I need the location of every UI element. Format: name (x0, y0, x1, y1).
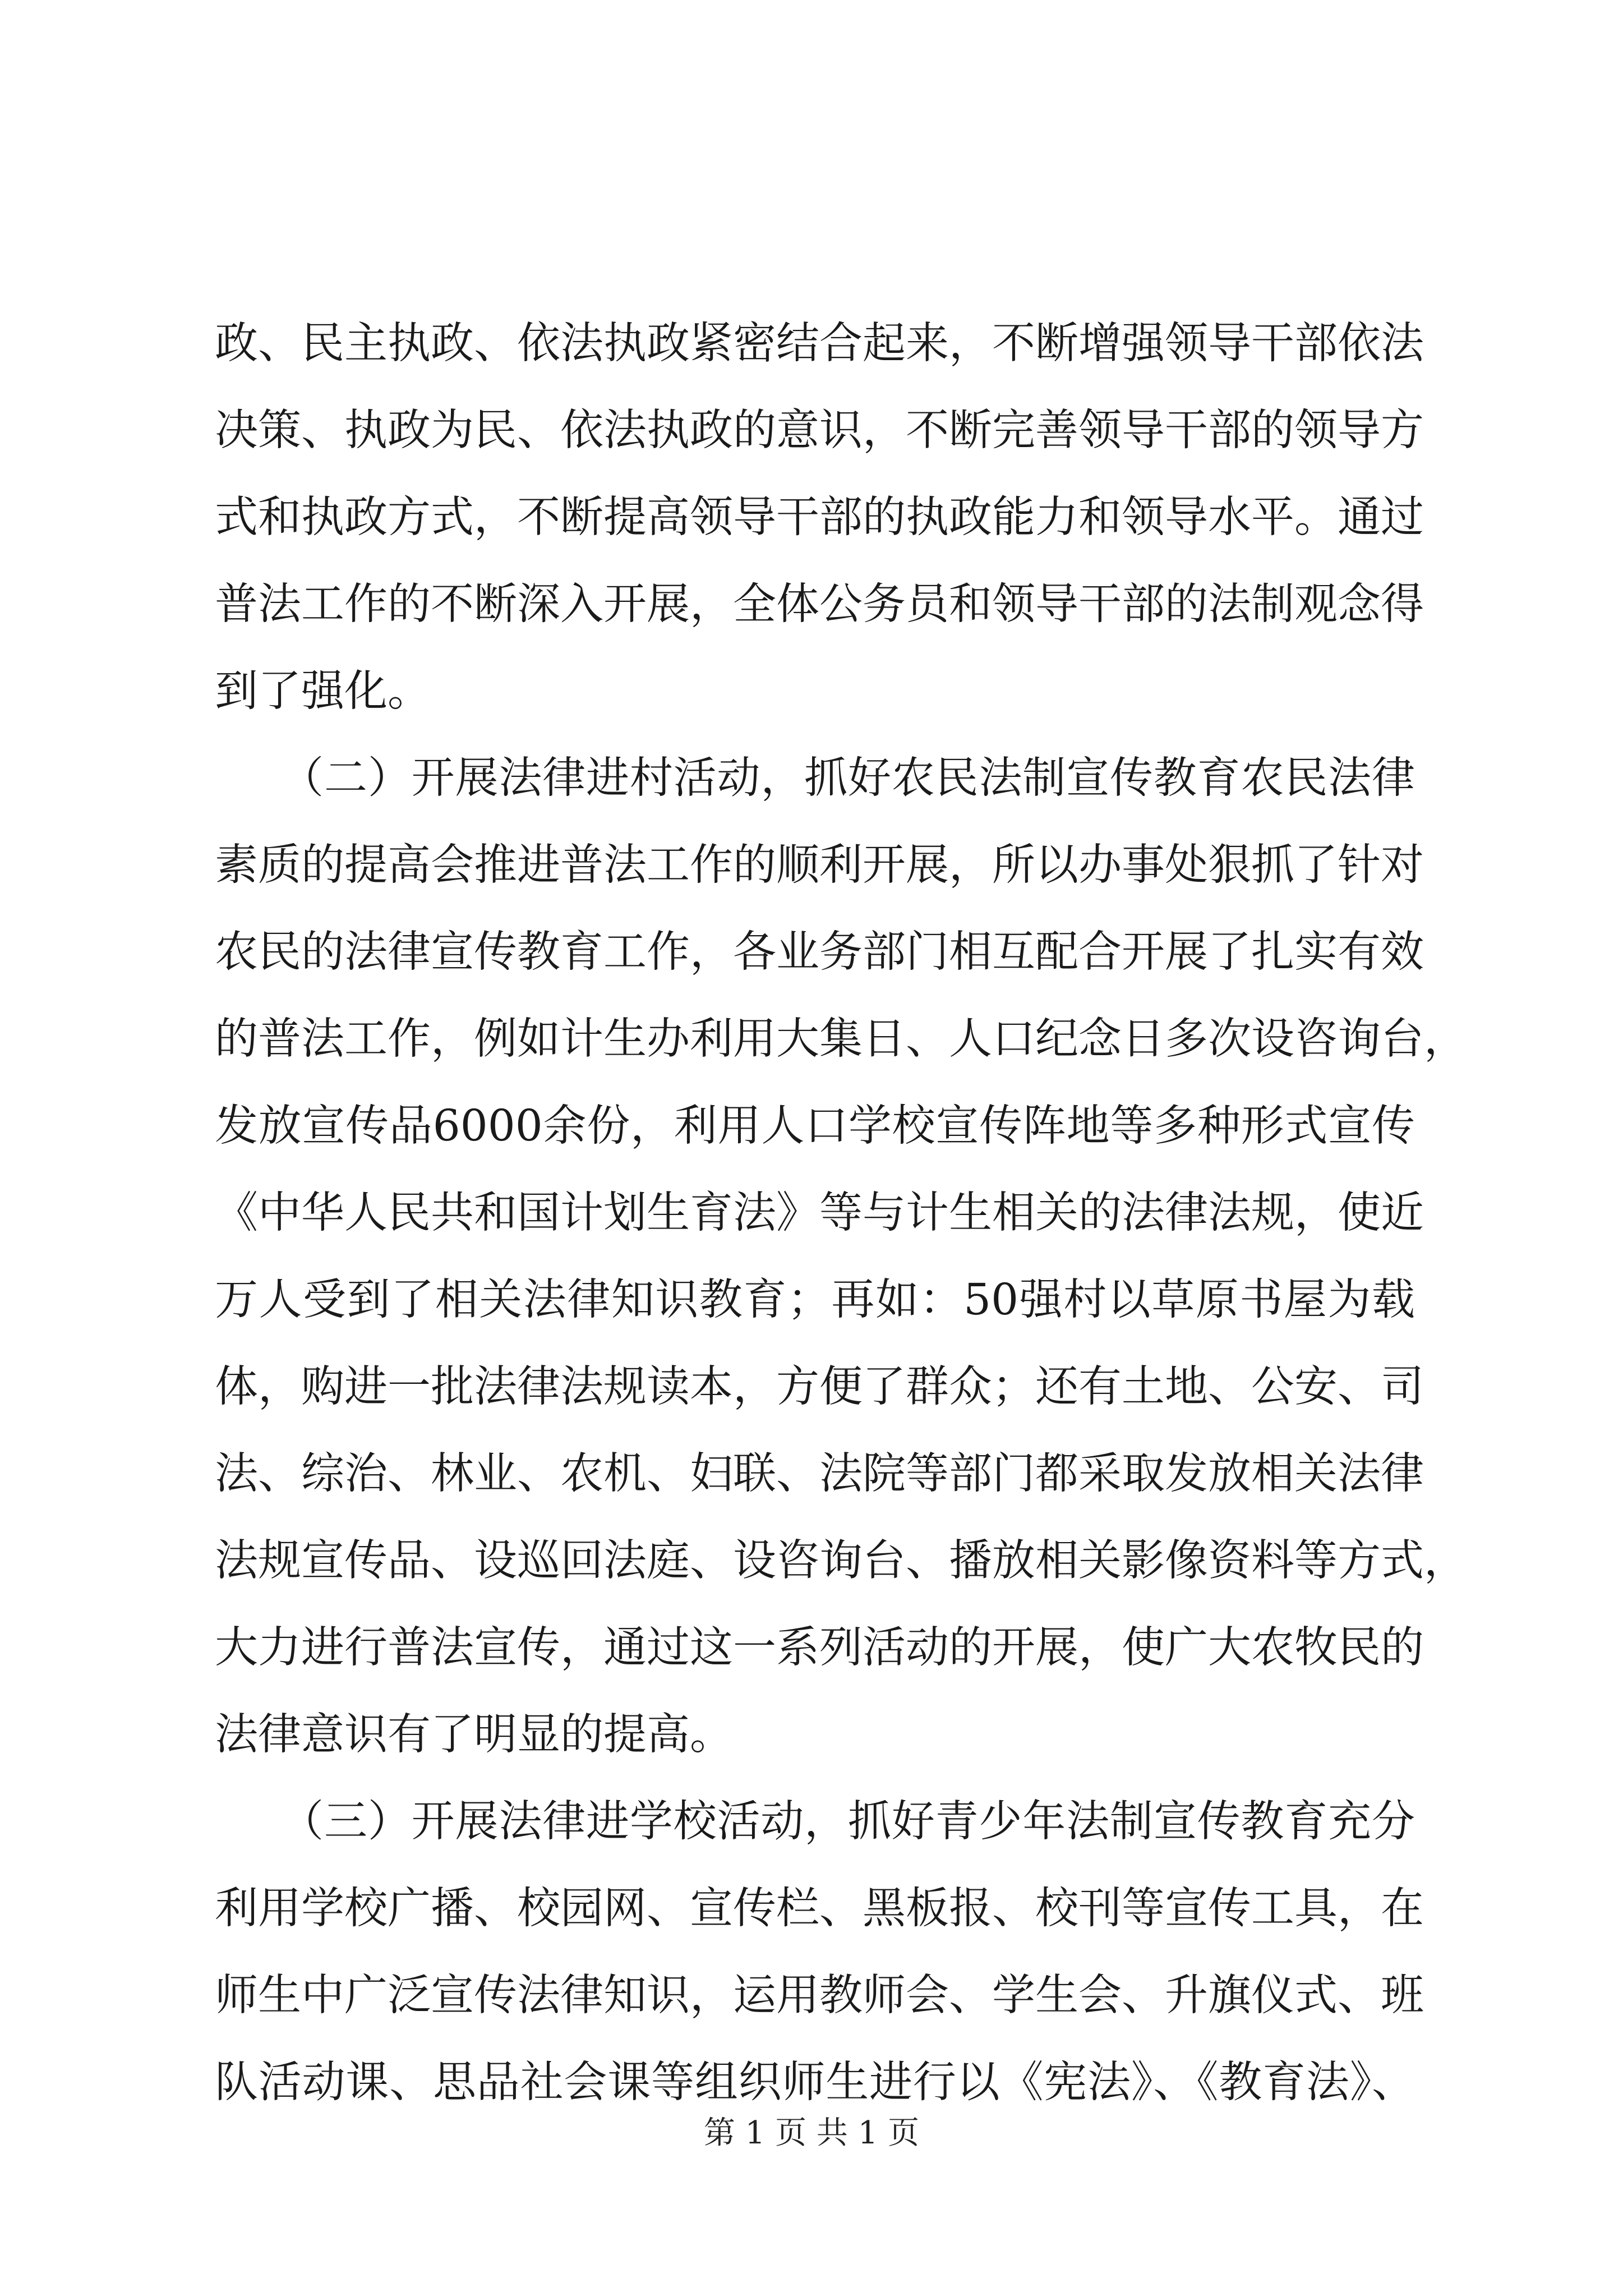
document-body (215, 300, 1467, 2126)
text-line: 万人受到了相关法律知识教育；再如：50强村以草原书屋为载 (215, 1275, 1415, 1325)
text-line: 利用学校广播、校园网、宣传栏、黑板报、校刊等宣传工具，在 (215, 1884, 1424, 1934)
section-heading-line: （三）开展法律进学校活动，抓好青少年法制宣传教育充分 (215, 1797, 1415, 1847)
text-line: 普法工作的不断深入开展，全体公务员和领导干部的法制观念得 (215, 579, 1424, 629)
text-line: 发放宣传品6000余份，利用人口学校宣传阵地等多种形式宣传 (215, 1101, 1415, 1151)
text-line: 队活动课、思品社会课等组织师生进行以《宪法》、《教育法》、 (215, 2058, 1415, 2108)
text-line: 农民的法律宣传教育工作，各业务部门相互配合开展了扎实有效 (215, 927, 1424, 977)
paragraph-end-line: 法律意识有了明显的提高。 (215, 1710, 733, 1760)
text-line: 法、综治、林业、农机、妇联、法院等部门都采取发放相关法律 (215, 1449, 1424, 1499)
text-line: 政、民主执政、依法执政紧密结合起来，不断增强领导干部依法 (215, 319, 1424, 369)
page-number-footer: 第 1 页 共 1 页 (703, 2115, 920, 2151)
section-heading-line: （二）开展法律进村活动，抓好农民法制宣传教育农民法律 (215, 753, 1415, 803)
text-line: 体，购进一批法律法规读本，方便了群众；还有土地、公安、司 (215, 1362, 1424, 1412)
text-line: 素质的提高会推进普法工作的顺利开展，所以办事处狠抓了针对 (215, 840, 1424, 890)
text-line: 的普法工作，例如计生办利用大集日、人口纪念日多次设咨询台， (215, 1014, 1467, 1064)
text-line: 决策、执政为民、依法执政的意识，不断完善领导干部的领导方 (215, 406, 1424, 455)
text-line: 师生中广泛宣传法律知识，运用教师会、学生会、升旗仪式、班 (215, 1971, 1424, 2021)
text-line: 法规宣传品、设巡回法庭、设咨询台、播放相关影像资料等方式， (215, 1536, 1467, 1586)
text-line: 《中华人民共和国计划生育法》等与计生相关的法律法规，使近 (215, 1188, 1424, 1238)
text-line: 大力进行普法宣传，通过这一系列活动的开展，使广大农牧民的 (215, 1623, 1424, 1673)
paragraph-end-line: 到了强化。 (215, 666, 431, 716)
text-line: 式和执政方式，不断提高领导干部的执政能力和领导水平。通过 (215, 493, 1424, 542)
